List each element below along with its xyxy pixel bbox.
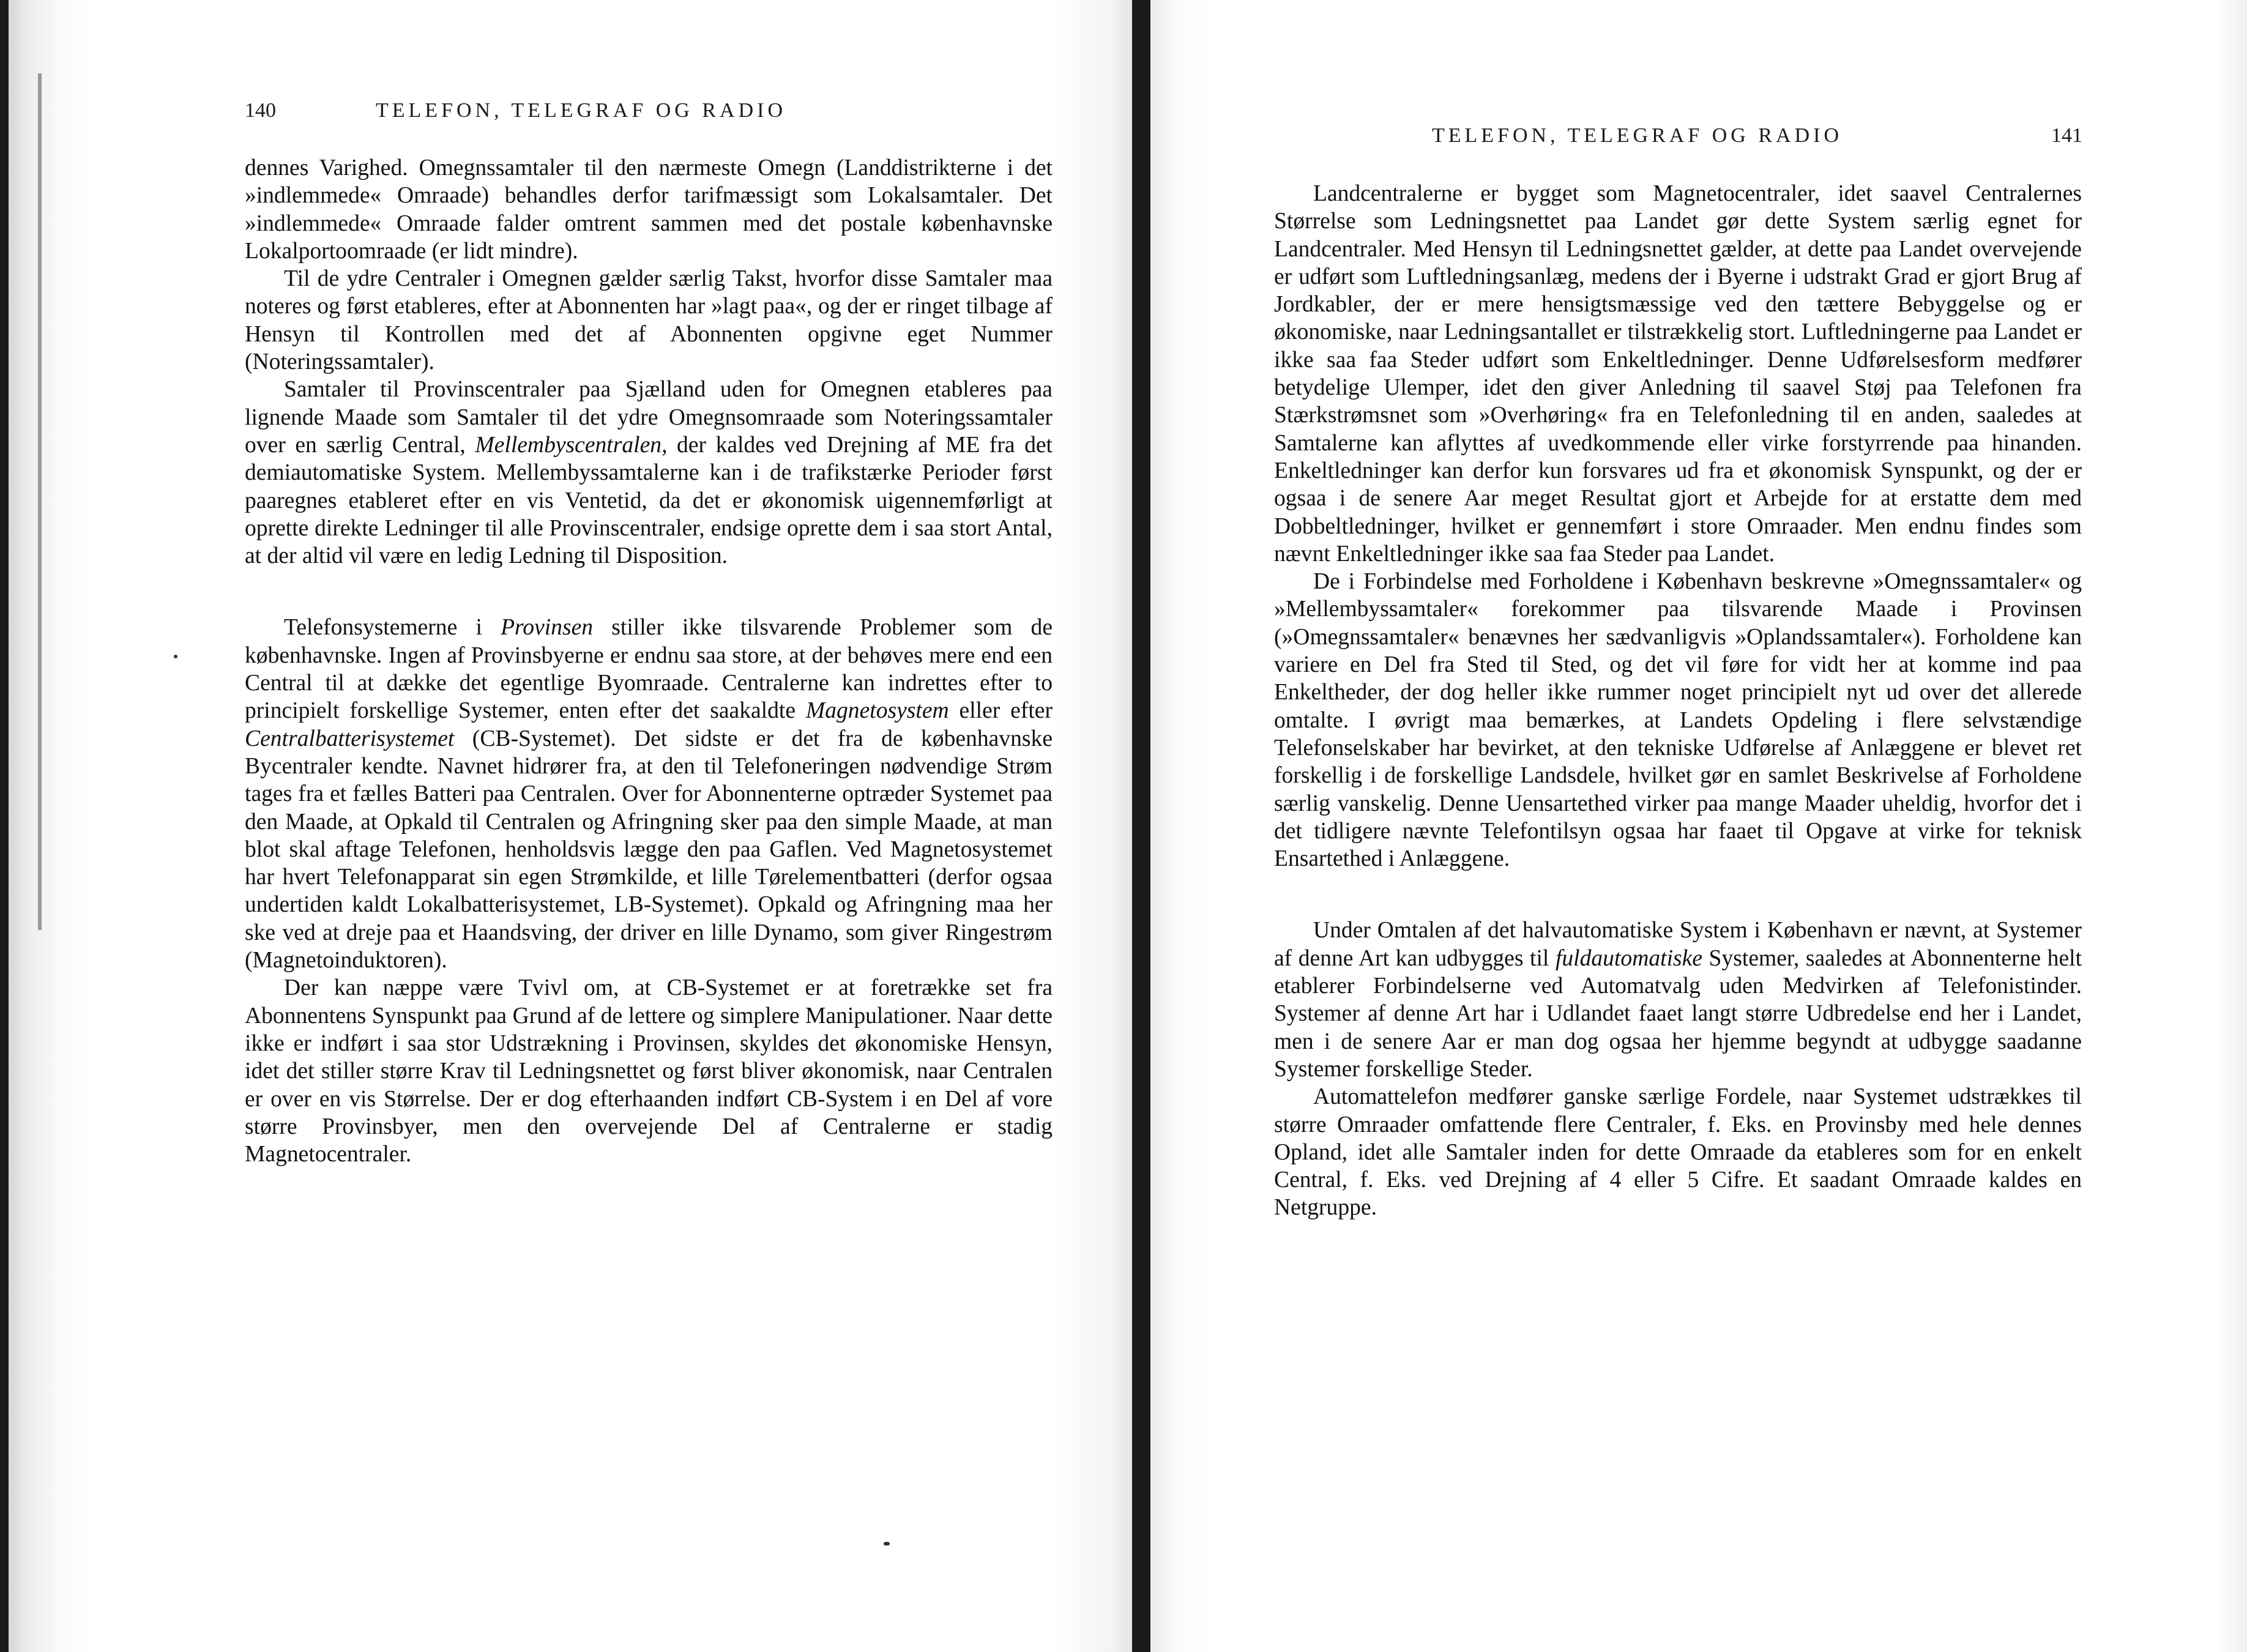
paragraph: dennes Varighed. Omegnssamtaler til den nærmeste Omegn (Landdistrikterne i det »indlemmede« Omraade) behandles derfor tarifmæssigt som Lokalsamtaler. Det »indlemmede« Omraade falder omtrent sammen med det postale københavnske Lokalportoomraade (er lidt mindre).	[245, 155, 1053, 264]
scan-speck	[174, 655, 177, 658]
paragraph: Automattelefon medfører ganske særlige Fordele, naar Systemet udstrækkes til større Omraader omfattende flere Centraler, f. Eks. en Provinsby med hele dennes Opland, idet alle Samtaler inden for dette Omraade da etableres som for en enkelt Central, f. Eks. ved Drejning af 4 eller 5 Cifre. Et saadant Omraade kaldes en Netgruppe.	[1274, 1084, 2082, 1221]
left-page	[9, 0, 1132, 1652]
page-number-left: 140	[245, 99, 276, 122]
paragraph: Under Omtalen af det halvautomatiske System i København er nævnt, at Systemer af denne Art kan udbygges til fuldautomatiske Systemer, saaledes at Abonnenterne helt etablerer Forbindelserne ved Automatvalg uden Medvirken af Telefonistinder. Systemer af denne Art har i Udlandet faaet langt større Udbredelse end her i Landet, men i de senere Aar er man dog ogsaa her hjemme begyndt at udbygge saadanne Systemer forskellige Steder.	[1274, 918, 2082, 1082]
paragraph: Der kan næppe være Tvivl om, at CB-Systemet er at foretrække set fra Abonnentens Synspunkt paa Grund af de lettere og simplere Manipulationer. Naar dette ikke er indført i saa stor Udstrækning i Provinsen, skyldes det økonomiske Hensyn, idet det stiller større Krav til Ledningsnettet og først bliver økonomisk, naar Centralen er over en vis Størrelse. Der er dog efterhaanden indført CB-System i en Del af vore større Provinsbyer, men den overvejende Del af Centralerne er stadig Magnetocentraler.	[245, 975, 1053, 1167]
right-page	[1150, 0, 2247, 1652]
paragraph: Landcentralerne er bygget som Magnetocentraler, idet saavel Centralernes Størrelse som Ledningsnettet paa Landet gør dette System særlig egnet for Landcentraler. Med Hensyn til Ledningsnettet gælder, at dette paa Landet overvejende er udført som Luftledningsanlæg, medens der i Byerne i udstrakt Grad er gjort Brug af Jordkabler, der er mere hensigtsmæssige ved den tættere Bebyggelse og er økonomiske, naar Ledningsantallet er tilstrækkelig stort. Luftledningerne paa Landet er ikke saa faa Steder udført som Enkeltledninger. Denne Udførelsesform medfører betydelige Ulemper, idet den giver Anledning til saavel Støj paa Telefonen fra Stærkstrømsnet som »Overhøring« fra en Telefonledning til en anden, saaledes at Samtalerne kan aflyttes af uvedkommende eller virke forstyrrende paa hinanden. Enkeltledninger kan derfor kun forsvares ud fra et økonomisk Synspunkt, og der er ogsaa i de senere Aar meget Resultat gjort et Arbejde for at erstatte dem med Dobbeltledninger, hvilket er gennemført i store Omraader. Men endnu findes som nævnt Enkeltledninger ikke saa faa Steder paa Landet.	[1274, 181, 2082, 567]
paragraph: Samtaler til Provinscentraler paa Sjælland uden for Omegnen etableres paa lignende Maade som Samtaler til det ydre Omegnsomraade som Noteringssamtaler over en særlig Central, Mellembyscentralen, der kaldes ved Drejning af ME fra det demiautomatiske System. Mellembyssamtalerne kan i de trafikstærke Perioder først paaregnes etableret efter en vis Ventetid, da det er økonomisk uigennemførligt at oprette direkte Ledninger til alle Provinscentraler, endsige oprette dem i saa stort Antal, at der altid vil være en ledig Ledning til Disposition.	[245, 377, 1053, 569]
running-head-right: TELEFON, TELEGRAF OG RADIO	[1432, 124, 1843, 147]
page-edge-shadow	[38, 73, 42, 930]
paragraph: Telefonsystemerne i Provinsen stiller ikke tilsvarende Problemer som de københavnske. Ingen af Provinsbyerne er endnu saa store, at der behøves mere end een Central til at dække det egentlige Byomraade. Centralerne kan indrettes efter to principielt forskellige Systemer, enten efter det saakaldte Magnetosystem eller efter Centralbatterisystemet (CB-Systemet). Det sidste er det fra de københavnske Bycentraler kendte. Navnet hidrører fra, at den til Telefoneringen nødvendige Strøm tages fra et fælles Batteri paa Centralen. Over for Abonnenterne optræder Systemet paa den Maade, at Opkald til Centralen og Afringning sker paa den simple Maade, at man blot skal aftage Telefonen, henholdsvis lægge den paa Gaflen. Ved Magnetosystemet har hvert Telefonapparat sin egen Strømkilde, et lille Tørelementbatteri (derfor ogsaa undertiden kaldt Lokalbatterisystemet, LB-Systemet). Opkald og Afringning maa her ske ved at dreje paa et Haandsving, der driver en lille Dynamo, som giver Ringestrøm (Magnetoinduktoren).	[245, 615, 1053, 973]
scan-speck	[884, 1542, 890, 1546]
paragraph: De i Forbindelse med Forholdene i København beskrevne »Omegnssamtaler« og »Mellembyssamtaler« forekommer paa tilsvarende Maade i Provinsen (»Omegnssamtaler« benævnes her sædvanligvis »Oplandssamtaler«). Forholdene kan variere en Del fra Sted til Sted, og det vil føre for vidt her at komme ind paa Enkeltheder, der dog heller ikke rummer noget principielt nyt ud over det allerede omtalte. I øvrigt maa bemærkes, at Landets Opdeling i flere selvstændige Telefonselskaber har bevirket, at den tekniske Udførelse af Anlæggene er blevet ret forskellig i de forskellige Landsdele, hvilket gør en samlet Beskrivelse af Forholdene særlig vanskelig. Denne Uensartethed virker paa mange Maader uheldig, hvorfor det i det tidligere nævnte Telefontilsyn ogsaa har faaet til Opgave at virke for teknisk Ensartethed i Anlæggene.	[1274, 569, 2082, 872]
running-head-left: TELEFON, TELEGRAF OG RADIO	[376, 99, 787, 122]
right-body-text	[1274, 180, 2082, 1222]
page-number-right: 141	[2051, 124, 2082, 147]
paragraph: Til de ydre Centraler i Omegnen gælder særlig Takst, hvorfor disse Samtaler maa noteres og først etableres, efter at Abonnenten har »lagt paa«, og der er ringet tilbage af Hensyn til Kontrollen med det af Abonnenten opgivne eget Nummer (Noteringssamtaler).	[245, 266, 1053, 375]
left-body-text	[245, 154, 1053, 1168]
